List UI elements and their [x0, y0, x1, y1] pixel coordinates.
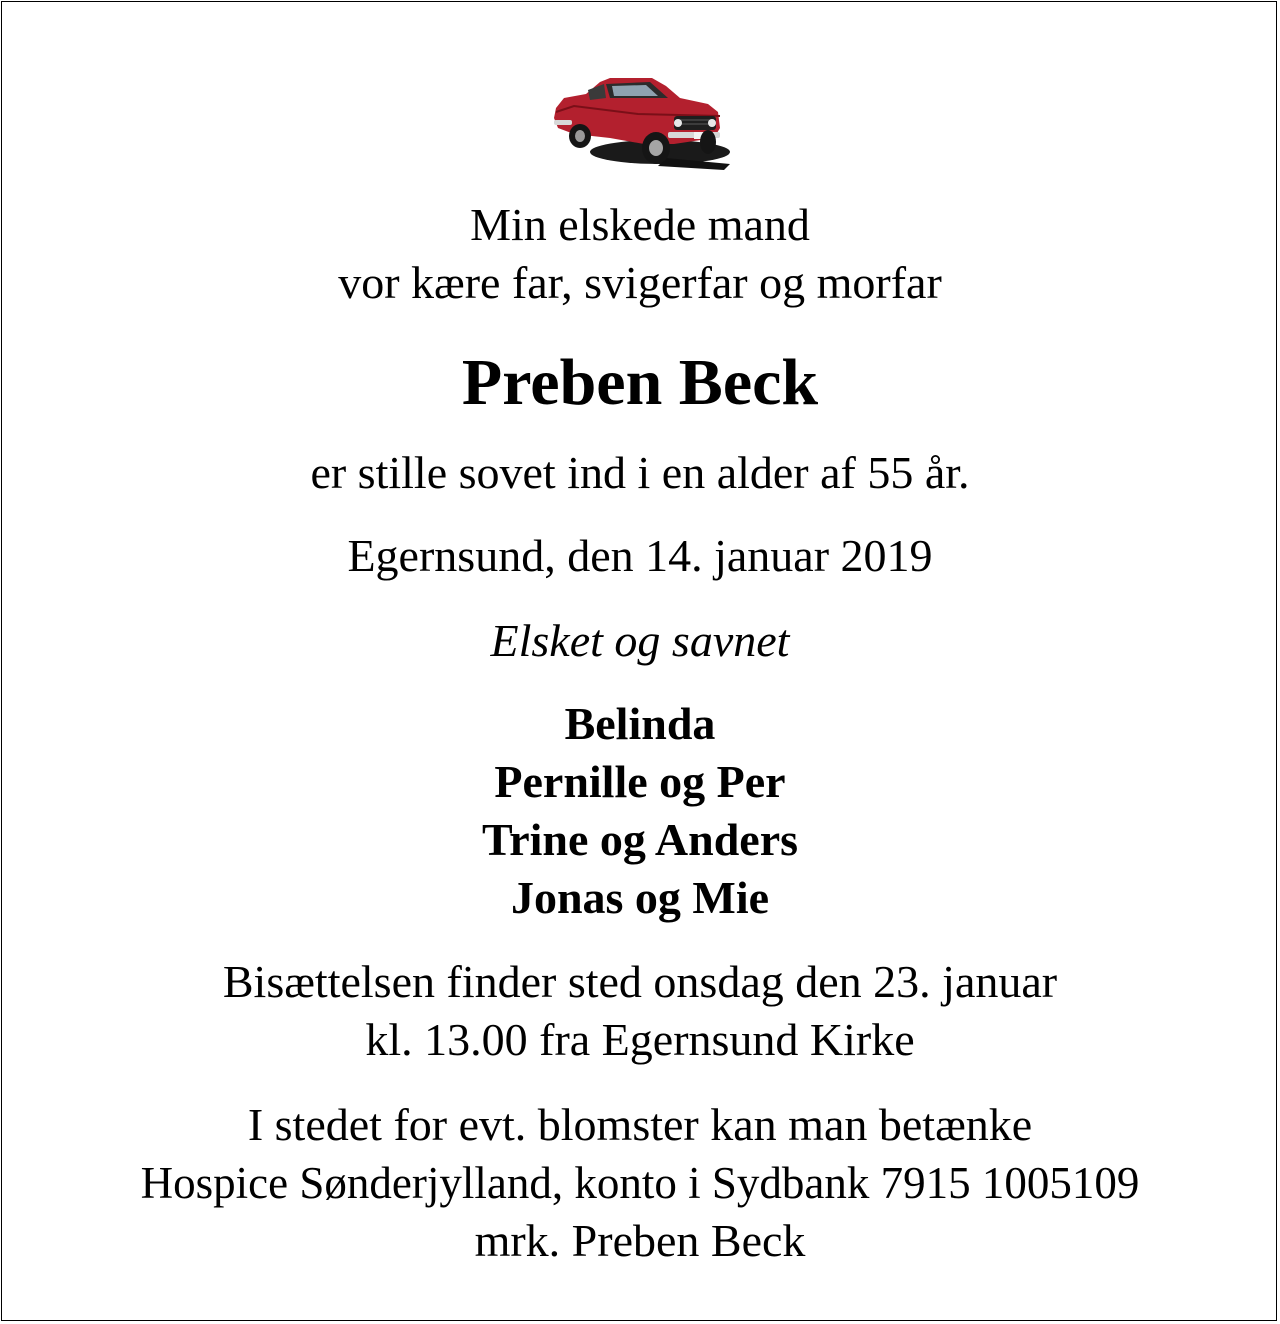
intro-line-1: Min elskede mand	[470, 199, 810, 250]
deceased-name: Preben Beck	[461, 346, 819, 419]
death-statement: er stille sovet ind i en alder af 55 år.	[310, 447, 970, 498]
mourner-name: Jonas og Mie	[510, 872, 770, 923]
mourner-name: Pernille og Per	[494, 756, 786, 807]
funeral-line-1: Bisættelsen finder sted onsdag den 23. januar	[222, 956, 1058, 1007]
donation-line-1: I stedet for evt. blomster kan man betænke	[247, 1099, 1033, 1150]
place-date: Egernsund, den 14. januar 2019	[347, 530, 933, 581]
mourner-name: Belinda	[564, 698, 716, 749]
tribute-line: Elsket og savnet	[490, 615, 790, 666]
mourner-name: Trine og Anders	[481, 814, 799, 865]
donation-line-2: Hospice Sønderjylland, konto i Sydbank 7915 1005109	[140, 1158, 1140, 1208]
funeral-line-2: kl. 13.00 fra Egernsund Kirke	[365, 1014, 915, 1065]
donation-line-3: mrk. Preben Beck	[474, 1215, 806, 1266]
red-classic-car-icon	[548, 72, 732, 172]
intro-line-2: vor kære far, svigerfar og morfar	[338, 257, 942, 308]
